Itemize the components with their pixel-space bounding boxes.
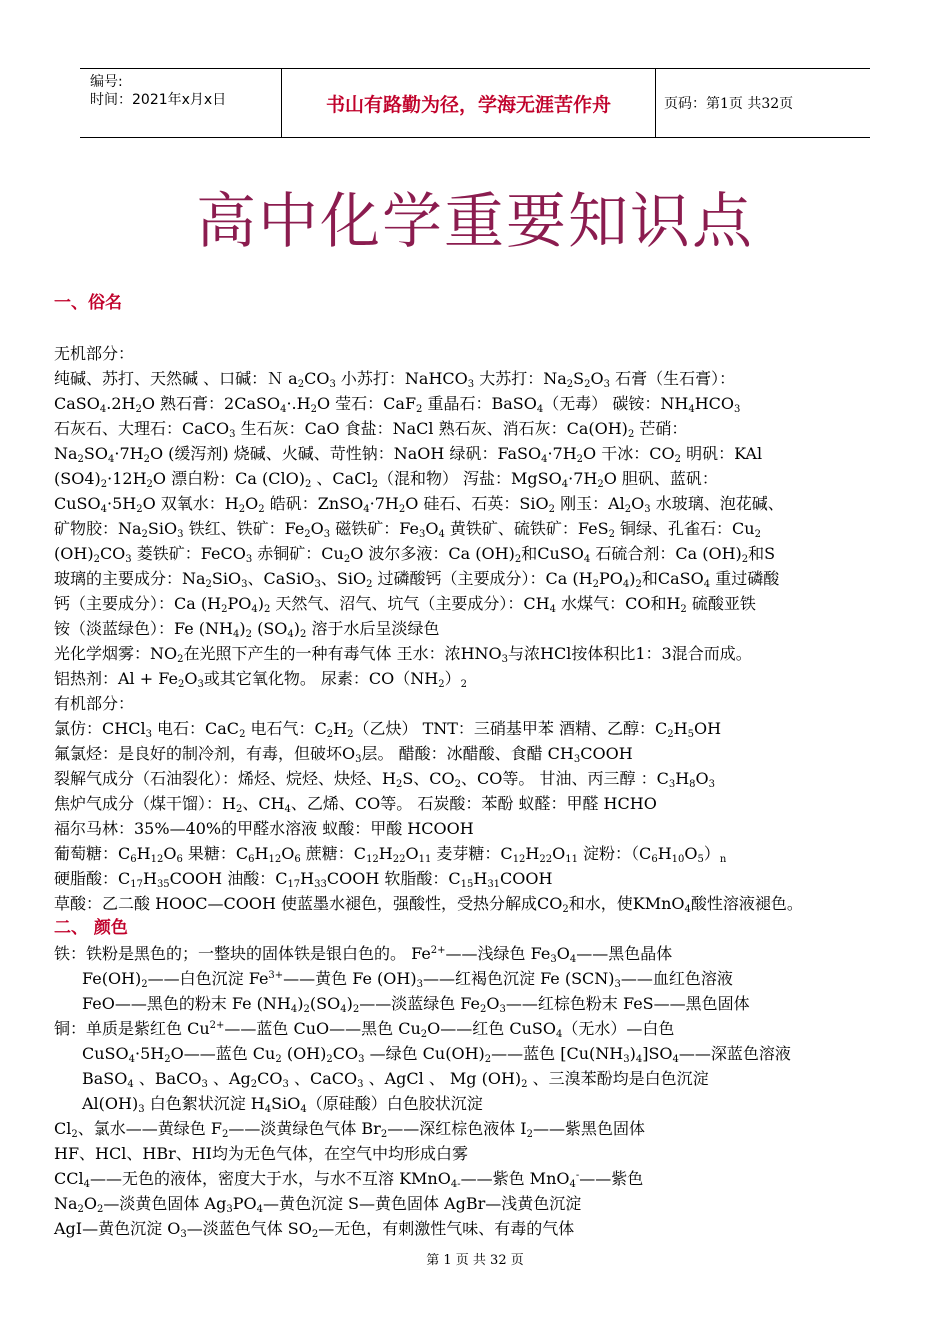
text-line: $Na_2SO_4\cdot 7H_2O$ (缓泻剂) 烧碱、火碱、苛性钠：NaOH 绿矾：$FaSO_4\cdot 7H_2O$ 干冰：$CO_2$ 明矾：KAl — [54, 444, 763, 465]
page-footer: 第 1 页 共 32 页 — [426, 1253, 524, 1268]
text-line: $CuSO_4\cdot 5H_2O$ 双氧水：$H_2O_2$ 皓矾：$ZnSO_4\cdot 7H_2O$ 硅石、石英：SiO$_2$ 刚玉：$Al_2O_3$ 水玻璃、泡花碱、 — [54, 494, 784, 515]
text-line: CCl$_4$——无色的液体，密度大于水，与水不互溶 KMnO$_{4-}$——紫色 MnO$_4$-——紫色 — [54, 1169, 644, 1190]
text-line: $(SO4)_2\cdot 12H_2O$ 漂白粉：Ca $(ClO)_2$ 、CaCl$_2$（混和物） 泻盐：$MgSO_4\cdot 7H_2O$ 胆矾、蓝矾： — [54, 469, 718, 490]
text-line: 铝热剂：$Al + Fe_2O_3$或其它氧化物。 尿素：$CO(NH_2)_2$ — [54, 669, 467, 690]
text-line: $Cl_2$、氯水——黄绿色 $F_2——$淡黄绿色气体 $Br_2——$深红棕色液体 $I_2——$紫黑色固体 — [54, 1119, 645, 1140]
time-label: 时间：2021年x月x日 — [90, 92, 227, 108]
text-line: 铜：单质是紫红色 $Cu^{2+}——$蓝色 CuO——黑色 $Cu_2O——$红色 CuSO$_4$（无水）—白色 — [54, 1019, 675, 1040]
text-line: 铁：铁粉是黑色的；一整块的固体铁是银白色的。 $Fe^{2+}——$浅绿色 $Fe_3O_4——$黑色晶体 — [54, 944, 673, 965]
text-line: 矿物胶：$Na_2SiO_3$ 铁红、铁矿：$Fe_2O_3$ 磁铁矿：$Fe_3O_4$ 黄铁矿、硫铁矿：FeS$_2$ 铜绿、孔雀石：$Cu_2$ — [54, 519, 761, 540]
number-label: 编号: — [90, 74, 123, 90]
section-heading: 二、 颜色 — [54, 918, 128, 938]
text-line: 纯碱、苏打、天然碱 、口碱：Ｎ $a_2CO_3$ 小苏打：NaHCO$_3$ 大苏打：$Na_2S_2O_3$ 石膏（生石膏）： — [54, 369, 736, 390]
text-line: $Fe(OH)_2——$白色沉淀 $Fe^{3+}——$黄色 Fe $(OH)_3——$红褐色沉淀 Fe $(SCN)_3——$血红色溶液 — [82, 969, 733, 990]
text-line: 有机部分： — [54, 694, 135, 713]
text-line: $Al(OH)_3$ 白色絮状沉淀 $H_4SiO_4$（原硅酸）白色胶状沉淀 — [82, 1094, 483, 1115]
text-line: $Na_2O_2—$淡黄色固体 $Ag_3PO_4—$黄色沉淀 S—黄色固体 AgBr—浅黄色沉淀 — [54, 1194, 582, 1215]
text-line: 氟氯烃：是良好的制冷剂，有毒，但破坏$O_3$层。 醋酸：冰醋酸、食醋 $CH_3COOH$ — [54, 744, 633, 765]
document-body — [54, 291, 904, 1241]
text-line: 铵（淡蓝绿色）：Fe $(NH_4)_2$ $(SO_4)_2$ 溶于水后呈淡绿色 — [54, 619, 440, 640]
page-header — [80, 68, 870, 138]
text-line: 钙（主要成分）：Ca $(H_2PO_4)_2$ 天然气、沼气、坑气（主要成分）：$CH_4$ 水煤气：CO和$H_2$ 硫酸亚铁 — [54, 594, 756, 615]
header-motto: 书山有路勤为径，学海无涯苦作舟 — [281, 69, 656, 137]
text-line — [54, 316, 904, 341]
text-line: FeO——黑色的粉末 Fe $(NH_4)_2(SO_4)_2——$淡蓝绿色 $Fe_2O_3——$红棕色粉末 FeS——黑色固体 — [82, 994, 750, 1015]
text-line: 草酸：乙二酸 HOOC—COOH 使蓝墨水褪色，强酸性，受热分解成$CO_2$和水，使KMnO$_4$酸性溶液褪色。 — [54, 894, 803, 915]
text-line: 玻璃的主要成分：$Na_2SiO_3$、CaSiO$_3$、SiO$_2$ 过磷酸钙（主要成分）：Ca $(H_2PO_4)_2$和CaSO$_4$ 重过磷酸 — [54, 569, 780, 590]
section-heading: 一、俗名 — [54, 293, 122, 313]
text-line: BaSO$_4$ 、BaCO$_3$ 、$Ag_2CO_3$ 、CaCO$_3$ 、AgCl 、 Mg $(OH)_2$ 、三溴苯酚均是白色沉淀 — [82, 1069, 709, 1090]
header-meta — [80, 69, 281, 137]
text-line: HF、HCl、HBr、HI均为无色气体，在空气中均形成白雾 — [54, 1144, 469, 1163]
text-line: 焦炉气成分（煤干馏）：$H_2$、$CH_4$、乙烯、CO等。 石炭酸：苯酚 蚁醛：甲醛 HCHO — [54, 794, 657, 815]
text-line: 光化学烟雾：$NO_2$在光照下产生的一种有毒气体 王水：浓$HNO_3$与浓HCl按体积比1：3混合而成。 — [54, 644, 752, 665]
document-title: 高中化学重要知识点 — [196, 187, 754, 257]
text-line: 福尔马林：35%—40%的甲醛水溶液 蚁酸：甲酸 HCOOH — [54, 819, 474, 838]
text-line: $CuSO_4\cdot 5H_2O——$蓝色 $Cu_2$ $(OH)_2CO_3$ —绿色 $Cu(OH)_2——$蓝色 $[Cu(NH_3)_4]SO_4——$深蓝色溶液 — [82, 1044, 791, 1065]
text-line: 石灰石、大理石：CaCO$_3$ 生石灰：CaO 食盐：NaCl 熟石灰、消石灰：$Ca(OH)_2$ 芒硝： — [54, 419, 688, 440]
text-line: AgI—黄色沉淀 $O_3—$淡蓝色气体 $SO_2—$无色，有刺激性气味、有毒的气体 — [54, 1219, 575, 1240]
text-line: 氯仿：CHCl$_3$ 电石：CaC$_2$ 电石气：$C_2H_2$（乙炔） TNT：三硝基甲苯 酒精、乙醇：$C_2H_5OH$ — [54, 719, 722, 740]
header-page-info: 页码：第1页 共32页 — [664, 96, 794, 112]
text-line: 葡萄糖：$C_6H_{12}O_6$ 果糖：$C_6H_{12}O_6$ 蔗糖：$C_{12}H_{22}O_{11}$ 麦芽糖：$C_{12}H_{22}O_{11}$ 淀粉：$(C_6H_{10}O_5)_n$ — [54, 844, 727, 865]
text-line: 裂解气成分（石油裂化）：烯烃、烷烃、炔烃、$H_2S$、$CO_2$、CO等。 甘油、丙三醇 ：$C_3H_8O_3$ — [54, 769, 716, 790]
text-line: $(OH)_2CO_3$ 菱铁矿：FeCO$_3$ 赤铜矿：$Cu_2O$ 波尔多液：Ca $(OH)_2$和CuSO$_4$ 石硫合剂：Ca $(OH)_2$和S — [54, 544, 776, 565]
text-line: 无机部分： — [54, 344, 135, 363]
text-line: $CaSO_4.2H_2O$ 熟石膏：$2CaSO_4\cdot.H_2O$ 莹石：CaF$_2$ 重晶石：BaSO$_4$（无毒） 碳铵：$NH_4HCO_3$ — [54, 394, 741, 415]
text-line: 硬脂酸：$C_{17}H_{35}COOH$ 油酸：$C_{17}H_{33}COOH$ 软脂酸：$C_{15}H_{31}COOH$ — [54, 869, 553, 890]
